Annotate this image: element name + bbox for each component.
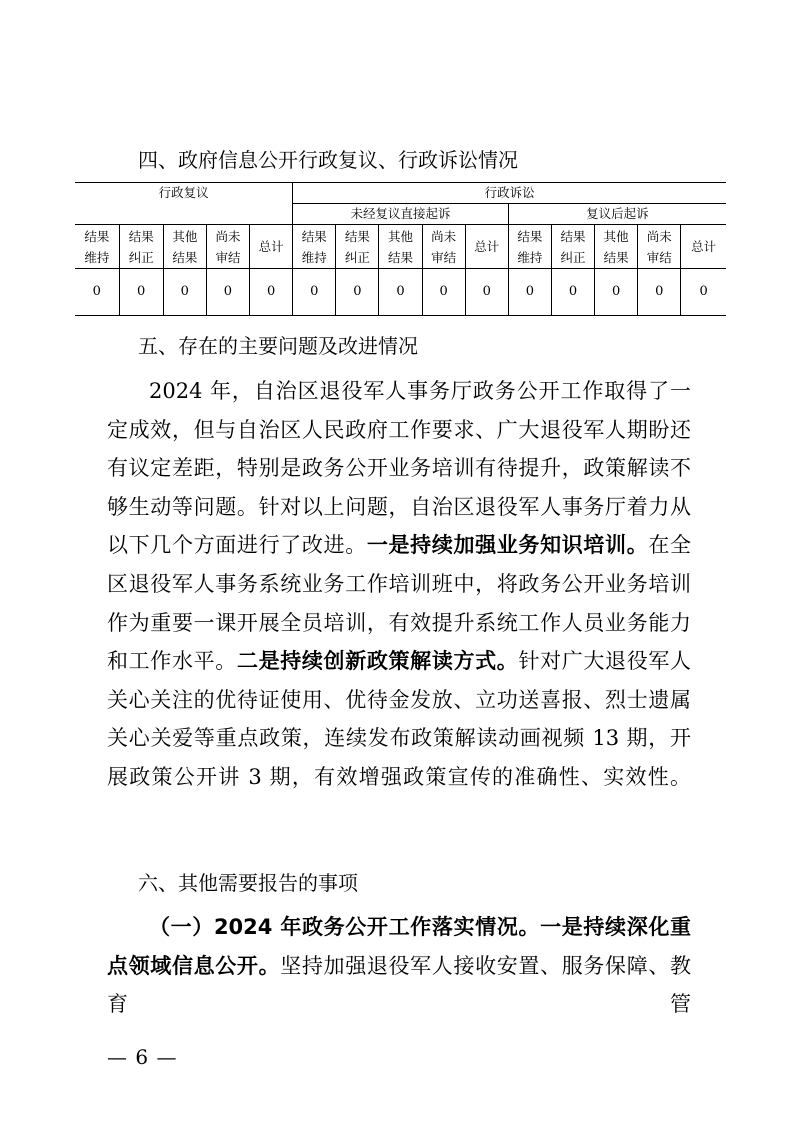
value-row <box>75 269 726 316</box>
value-cell: 0 <box>681 269 726 316</box>
value-cell: 0 <box>250 269 293 316</box>
section-5-paragraph: 2024 年，自治区退役军人事务厅政务公开工作取得了一定成效，但与自治区人民政府工作要求、广大退役军人期盼还有议定差距，特别是政务公开业务培训有待提升，政策解读不够生动等问题。针对以上问题，自治区退役军人事务厅着力从以下几个方面进行了改进。一是持续加强业务知识培训。在全区退役军人事务系统业务工作培训班中，将政务公开业务培训作为重要一课开展全员培训，有效提升系统工作人员业务能力和工作水平。二是持续创新政策解读方式。针对广大退役军人关心关注的优待证使用、优待金发放、立功送喜报、烈士遗属关心关爱等重点政策，连续发布政策解读动画视频 13 期，开展政策公开讲 3 期，有效增强政策宣传的准确性、实效性。 <box>107 379 692 789</box>
section-6-paragraph: （一）2024 年政务公开工作落实情况。一是持续深化重点领域信息公开。坚持加强退役军人接收安置、服务保障、教育管 <box>107 915 692 1017</box>
review-litigation-table <box>75 182 726 316</box>
value-cell: 0 <box>336 269 379 316</box>
value-cell: 0 <box>293 269 336 316</box>
bold-subheading: （一）2024 年政务公开工作落实情况。一是持续深化重点领域信息公开。 <box>107 915 691 978</box>
header-after-review-litigation: 复议后起诉 <box>508 204 726 225</box>
col-header: 结果维持 <box>517 228 543 265</box>
page-number: — 6 — <box>107 1045 178 1069</box>
section-6-heading: 六、其他需要报告的事项 <box>138 871 358 895</box>
value-cell: 0 <box>638 269 681 316</box>
bold-point-1: 一是持续加强业务知识培训。 <box>366 533 649 558</box>
col-header: 结果纠正 <box>560 228 586 265</box>
col-header: 结果维持 <box>301 228 327 265</box>
value-cell: 0 <box>422 269 465 316</box>
value-cell: 0 <box>508 269 551 316</box>
col-header: 结果维持 <box>84 228 110 265</box>
value-cell: 0 <box>75 269 119 316</box>
header-administrative-review: 行政复议 <box>75 183 293 225</box>
col-header: 总计 <box>474 238 500 254</box>
col-header: 结果纠正 <box>128 228 154 265</box>
section-4-heading: 四、政府信息公开行政复议、行政诉讼情况 <box>138 148 518 172</box>
value-cell: 0 <box>163 269 206 316</box>
header-administrative-litigation: 行政诉讼 <box>293 183 726 204</box>
value-cell: 0 <box>595 269 638 316</box>
col-header: 总计 <box>258 238 284 254</box>
value-cell: 0 <box>119 269 163 316</box>
value-cell: 0 <box>465 269 508 316</box>
col-header: 结果纠正 <box>344 228 370 265</box>
header-direct-litigation: 未经复议直接起诉 <box>293 204 509 225</box>
col-header: 尚未审结 <box>215 228 241 265</box>
col-header: 其他结果 <box>387 228 413 265</box>
column-header-row <box>75 225 726 269</box>
col-header: 其他结果 <box>603 228 629 265</box>
value-cell: 0 <box>551 269 594 316</box>
section-5-heading: 五、存在的主要问题及改进情况 <box>138 334 418 358</box>
col-header: 其他结果 <box>172 228 198 265</box>
col-header: 总计 <box>691 238 717 254</box>
value-cell: 0 <box>379 269 422 316</box>
col-header: 尚未审结 <box>646 228 672 265</box>
value-cell: 0 <box>206 269 249 316</box>
bold-point-2: 二是持续创新政策解读方式。 <box>236 649 519 674</box>
col-header: 尚未审结 <box>431 228 457 265</box>
